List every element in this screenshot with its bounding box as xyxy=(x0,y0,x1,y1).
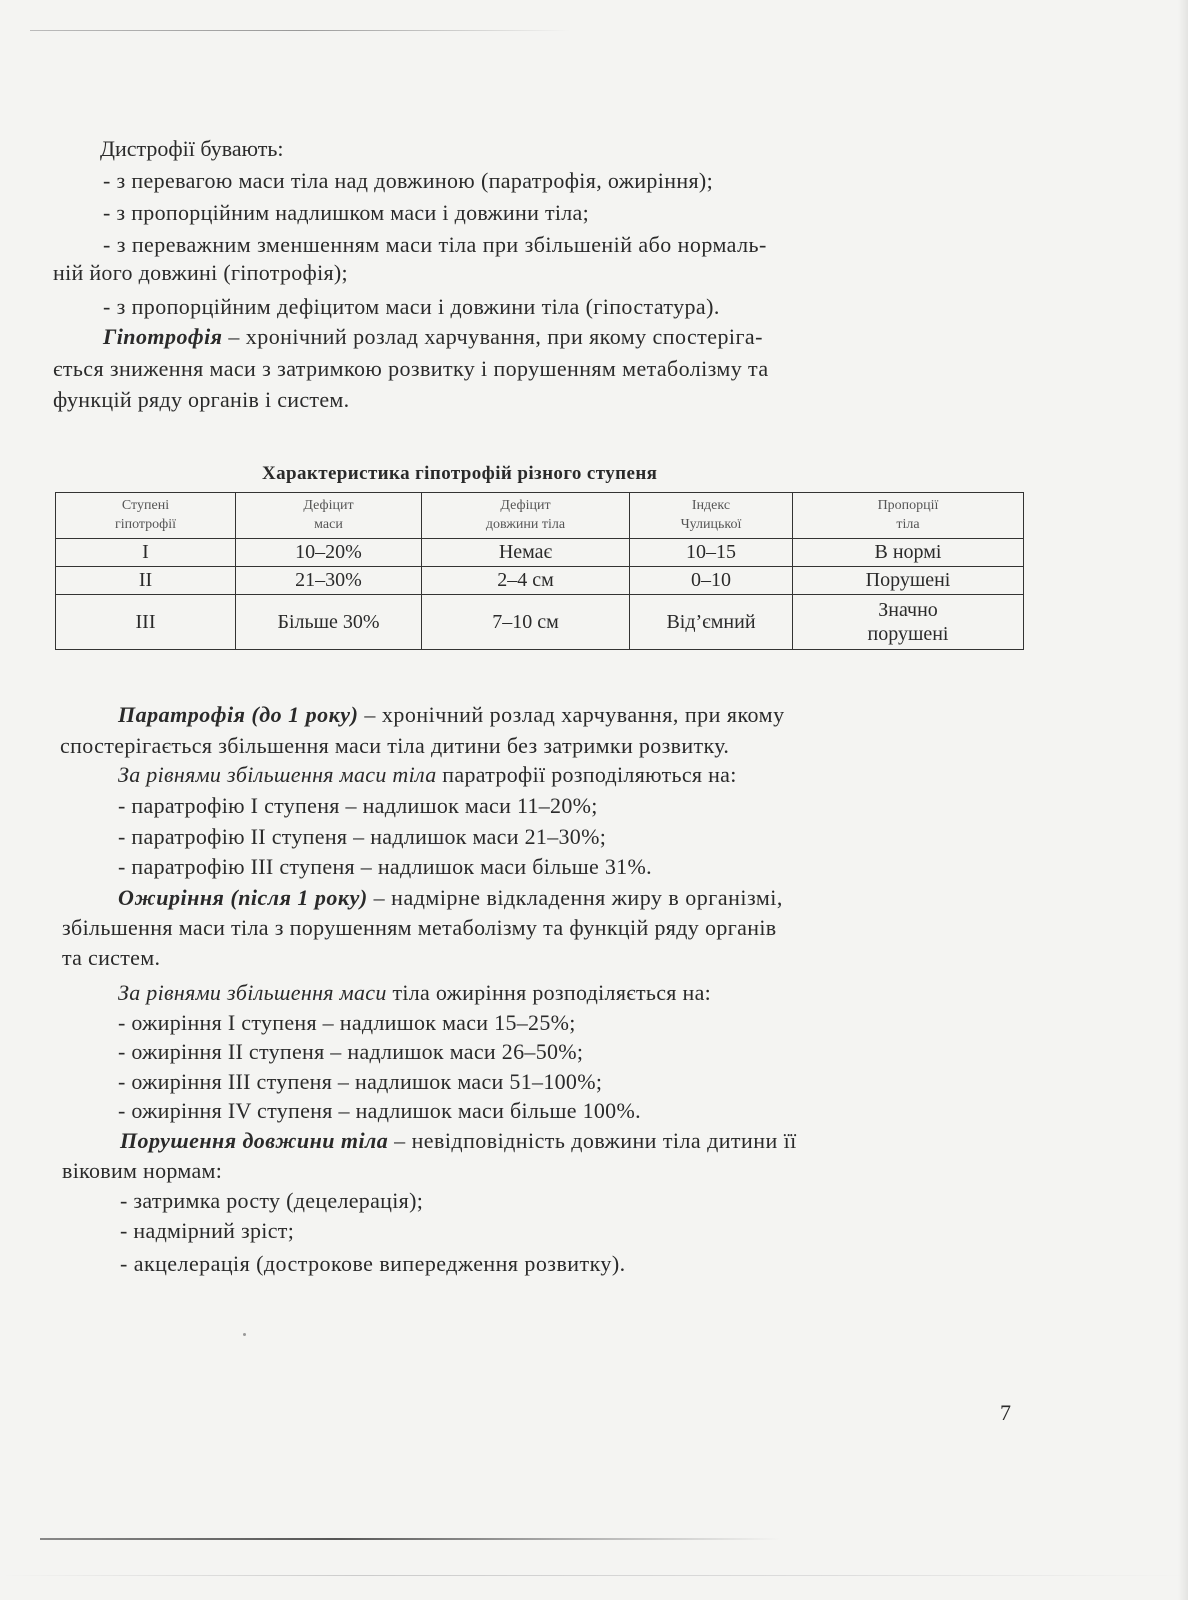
length-disorder-term: Порушення довжини тіла xyxy=(120,1128,389,1153)
header-degree: Ступені гіпотрофії xyxy=(56,493,236,539)
length-disorder-item-1: - затримка росту (децелерація); xyxy=(120,1188,424,1213)
obesity-definition-line-2: збільшення маси тіла з порушенням метаболізму та функцій ряду органів xyxy=(62,915,777,940)
cell-index: Від’ємний xyxy=(630,595,793,650)
intro-item-1: - з перевагою маси тіла над довжиною (паратрофія, ожиріння); xyxy=(103,168,714,193)
obesity-levels-intro: За рівнями збільшення маси тіла ожиріння розподіляється на: xyxy=(118,980,712,1005)
hypotrophy-definition-line-3: функцій ряду органів і систем. xyxy=(53,387,350,412)
cell-index: 10–15 xyxy=(630,539,793,567)
paratrophy-item-2: - паратрофію II ступеня – надлишок маси 21–30%; xyxy=(118,824,607,849)
cell-degree: I xyxy=(56,539,236,567)
cell-mass: Більше 30% xyxy=(236,595,422,650)
cell-index: 0–10 xyxy=(630,567,793,595)
paratrophy-term: Паратрофія (до 1 року) xyxy=(118,702,359,727)
cell-mass: 21–30% xyxy=(236,567,422,595)
cell-proportions: Значно порушені xyxy=(793,595,1024,650)
paratrophy-item-3: - паратрофію III ступеня – надлишок маси більше 31%. xyxy=(118,854,652,879)
hypotrophy-definition-line-2: ється зниження маси з затримкою розвитку і порушенням метаболізму та xyxy=(53,356,769,381)
scan-edge xyxy=(1178,0,1188,1600)
table-row xyxy=(56,595,1024,650)
header-index: Індекс Чулицької xyxy=(630,493,793,539)
length-disorder-definition-line-2: віковим нормам: xyxy=(62,1158,223,1183)
obesity-definition-line-3: та систем. xyxy=(62,945,161,970)
length-disorder-item-3: - акцелерація (дострокове випередження розвитку). xyxy=(120,1251,626,1276)
obesity-item-2: - ожиріння II ступеня – надлишок маси 26–50%; xyxy=(118,1039,584,1064)
cell-proportions: Порушені xyxy=(793,567,1024,595)
paratrophy-definition-line-2: спостерігається збільшення маси тіла дитини без затримки розвитку. xyxy=(60,733,730,758)
cell-degree: II xyxy=(56,567,236,595)
scan-artifact-bottom xyxy=(40,1538,780,1540)
header-mass-deficit: Дефіцит маси xyxy=(236,493,422,539)
table-caption: Характеристика гіпотрофій різного ступеня xyxy=(262,463,658,484)
paratrophy-definition-line-1: Паратрофія (до 1 року) – хронічний розлад харчування, при якому xyxy=(118,702,785,727)
intro-heading: Дистрофії бувають: xyxy=(100,136,284,161)
length-disorder-item-2: - надмірний зріст; xyxy=(120,1218,295,1243)
scan-artifact-bottom-faint xyxy=(0,1575,1188,1576)
obesity-item-4: - ожиріння IV ступеня – надлишок маси більше 100%. xyxy=(118,1098,641,1123)
hypotrophy-table xyxy=(55,492,1024,650)
table-header-row xyxy=(56,493,1024,539)
obesity-definition-line-1: Ожиріння (після 1 року) – надмірне відкладення жиру в організмі, xyxy=(118,885,783,910)
length-disorder-definition-line-1: Порушення довжини тіла – невідповідність довжини тіла дитини її xyxy=(120,1128,797,1153)
obesity-term: Ожиріння (після 1 року) xyxy=(118,885,368,910)
table-row xyxy=(56,539,1024,567)
page-number: 7 xyxy=(1000,1400,1011,1425)
obesity-item-1: - ожиріння I ступеня – надлишок маси 15–25%; xyxy=(118,1010,576,1035)
scan-speck xyxy=(243,1333,246,1336)
cell-degree: III xyxy=(56,595,236,650)
paratrophy-item-1: - паратрофію I ступеня – надлишок маси 11–20%; xyxy=(118,793,598,818)
hypotrophy-definition-line-1: Гіпотрофія – хронічний розлад харчування, при якому спостеріга- xyxy=(103,324,763,349)
cell-length: Немає xyxy=(422,539,630,567)
cell-mass: 10–20% xyxy=(236,539,422,567)
obesity-item-3: - ожиріння III ступеня – надлишок маси 51–100%; xyxy=(118,1069,603,1094)
cell-length: 7–10 см xyxy=(422,595,630,650)
intro-item-3a: - з переважним зменшенням маси тіла при збільшеній або нормаль- xyxy=(103,232,767,257)
intro-item-3b: ній його довжині (гіпотрофія); xyxy=(53,260,348,285)
intro-item-2: - з пропорційним надлишком маси і довжини тіла; xyxy=(103,200,590,225)
scan-artifact-top xyxy=(30,30,570,31)
paratrophy-levels-intro: За рівнями збільшення маси тіла паратрофії розподіляються на: xyxy=(118,762,737,787)
header-length-deficit: Дефіцит довжини тіла xyxy=(422,493,630,539)
hypotrophy-term: Гіпотрофія xyxy=(103,324,223,349)
cell-proportions: В нормі xyxy=(793,539,1024,567)
cell-length: 2–4 см xyxy=(422,567,630,595)
intro-item-4: - з пропорційним дефіцитом маси і довжини тіла (гіпостатура). xyxy=(103,294,720,319)
table-row xyxy=(56,567,1024,595)
header-proportions: Пропорції тіла xyxy=(793,493,1024,539)
